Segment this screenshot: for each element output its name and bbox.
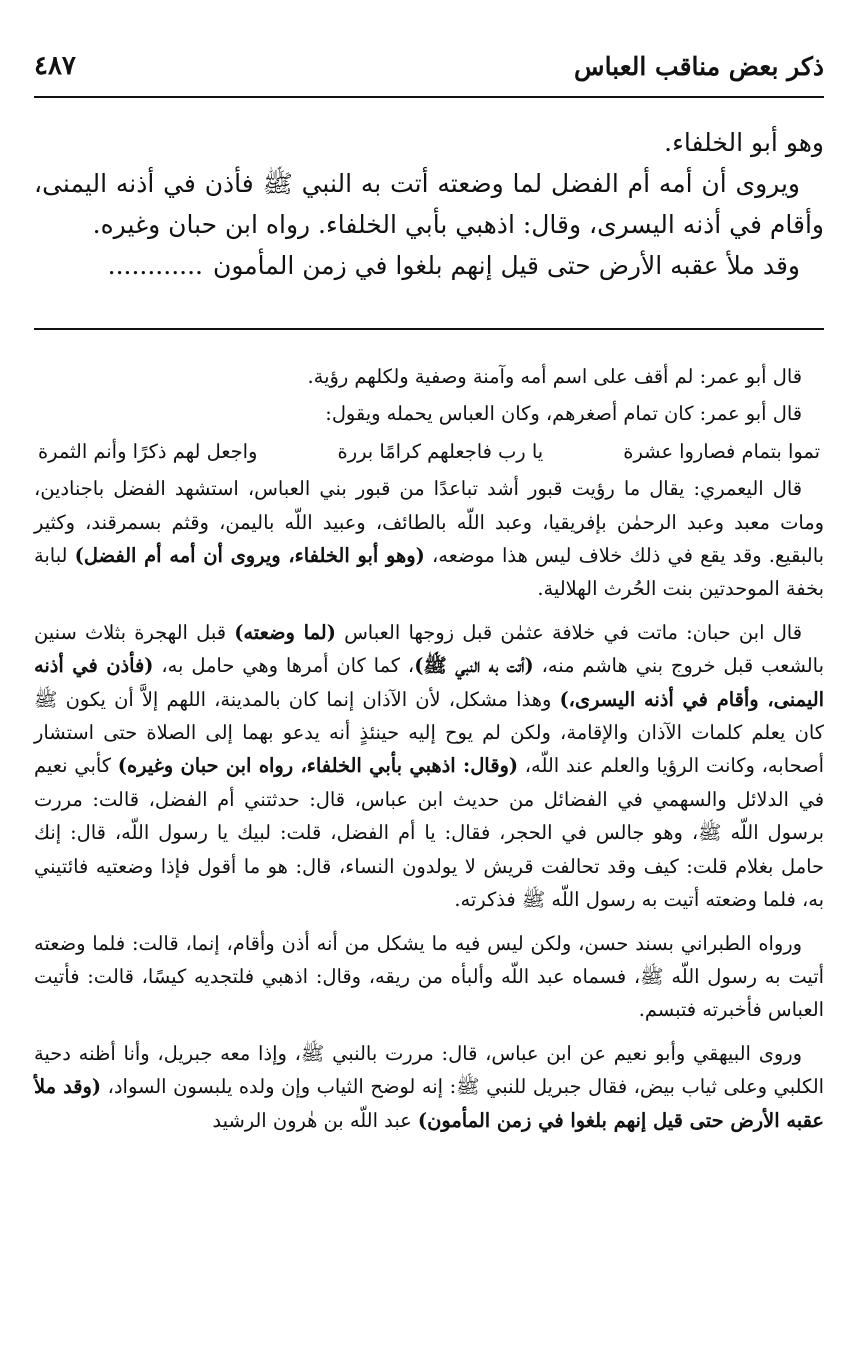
commentary-paragraph-5: ورواه الطبراني بسند حسن، ولكن ليس فيه ما يشكل من أنه أذن وأقام، إنما، قالت: فلما وضعته أتيت به رسول اللّه ﷺ، فسماه عبد اللّه وألبأه من ريقه، وقال: اذهبي فلتجديه كيسًا، قالت: فأتيت العباس فأخبرته فتبسم. [34, 931, 824, 1022]
commentary-paragraph-1: قال أبو عمر: لم أقف على اسم أمه وآمنة وصفية ولكلهم رؤية. [307, 365, 802, 388]
commentary-paragraph-3 [34, 472, 824, 606]
bold-quote: (وهو أبو الخلفاء، ويروى أن أمه أم الفضل) [74, 544, 425, 568]
bold-quote: (لما وضعته) [234, 620, 336, 644]
matn-line-3 [34, 245, 824, 286]
commentary-paragraph-6 [34, 1037, 824, 1137]
commentary-block [34, 360, 824, 1141]
main-text-block [34, 122, 824, 286]
bold-quote: (فأذن في أذنه اليمنى، وأقام في أذنه اليسرى،) [34, 654, 824, 711]
commentary-paragraph-4 [34, 616, 824, 917]
running-title: ذكر بعض مناقب العباس [574, 51, 824, 81]
page-number: ٤٨٧ [34, 51, 76, 81]
text-run: لبابة بخفة الموحدتين بنت الحُرث الهلالية. [34, 544, 824, 601]
text-run: وروى البيهقي وأبو نعيم عن ابن عباس، قال: مررت بالنبي ﷺ، وإذا معه جبريل، وأنا أظنه دحية الكلبي وعلى ثياب بيض، فقال جبريل للنبي ﷺ: إنه لوضح الثياب وإن ولده يلبسون السواد، [34, 1041, 824, 1099]
bold-quote: (وقال: اذهبي بأبي الخلفاء، رواه ابن حبان وغيره) [117, 754, 519, 778]
text-run: ، كما كان أمرها وهي حامل به، [153, 654, 415, 678]
continuation-dots: ............ [107, 251, 203, 280]
bold-quote: (وقد ملأ عقبه الأرض حتى قيل إنهم بلغوا في زمن المأمون) [34, 1075, 824, 1132]
verse-hemistich-right: تموا بتمام فصاروا عشرة [623, 439, 820, 463]
text-run: قبل الهجرة بثلاث سنين بالشعب قبل خروج بني هاشم منه، [34, 620, 824, 678]
verse-hemistich-middle: يا رب فاجعلهم كرامًا بررة [337, 439, 544, 463]
poem-verse [34, 435, 824, 468]
matn-paragraph-2: ويروى أن أمه أم الفضل لما وضعته أتت به النبي ﷺ فأذن في أذنه اليمنى، وأقام في أذنه اليسرى، وقال: اذهبي بأبي الخلفاء. رواه ابن حبان وغيره. [34, 169, 824, 239]
text-run: عبد اللّه بن هٰرون الرشيد [212, 1108, 418, 1132]
text-run: وهذا مشكل، لأن الآذان إنما كان بالمدينة، اللهم إلاَّ أن يكون ﷺ كان يعلم كلمات الآذان والإقامة، ولكن لم يوح إليه حينئذٍ أنه يدعو بهما إلى الصلاة حتى استشار أصحابه، وكانت الرؤيا والعلم عند اللّه، [34, 687, 824, 778]
section-divider-rule [34, 328, 824, 330]
verse-hemistich-left: واجعل لهم ذكرًا وأنم الثمرة [38, 439, 258, 463]
matn-line-3-text: وقد ملأ عقبه الأرض حتى قيل إنهم بلغوا في زمن المأمون [213, 251, 800, 280]
text-run: قال ابن حبان: ماتت في خلافة عثمٰن قبل زوجها العباس [335, 620, 802, 644]
text-run: كأبي نعيم في الدلائل والسهمي في الفضائل من حديث ابن عباس، قال: حدثتني أم الفضل، قالت: مررت برسول اللّه ﷺ، وهو جالس في الحجر، فقال: يا أم الفضل، قلت: لبيك يا رسول اللّه، قال: إنك حامل بغلام قلت: كيف وقد تحالفت قريش لا يولدون النساء، قال: هو ما أقول فإذا وضعتيه فائتيني به، فلما وضعته أتيت به رسول اللّه ﷺ فذكرته. [34, 754, 824, 912]
page-header [34, 44, 824, 88]
header-rule [34, 96, 824, 98]
bold-quote: (أتت به النبي ﷺ) [414, 654, 534, 678]
matn-line-1: وهو أبو الخلفاء. [664, 128, 824, 157]
commentary-paragraph-2: قال أبو عمر: كان تمام أصغرهم، وكان العباس يحمله ويقول: [325, 402, 802, 426]
text-run: قال اليعمري: يقال ما رؤيت قبور أشد تباعدًا من قبور بني العباس، استشهد الفضل باجنادين، ومات معبد وعبد الرحمٰن بإفريقيا، وعبد اللّه بالطائف، وعبيد اللّه باليمن، وقثم بسمرقند، وكثير بالبقيع. وقد يقع في ذلك خلاف ليس هذا موضعه، [34, 477, 824, 568]
